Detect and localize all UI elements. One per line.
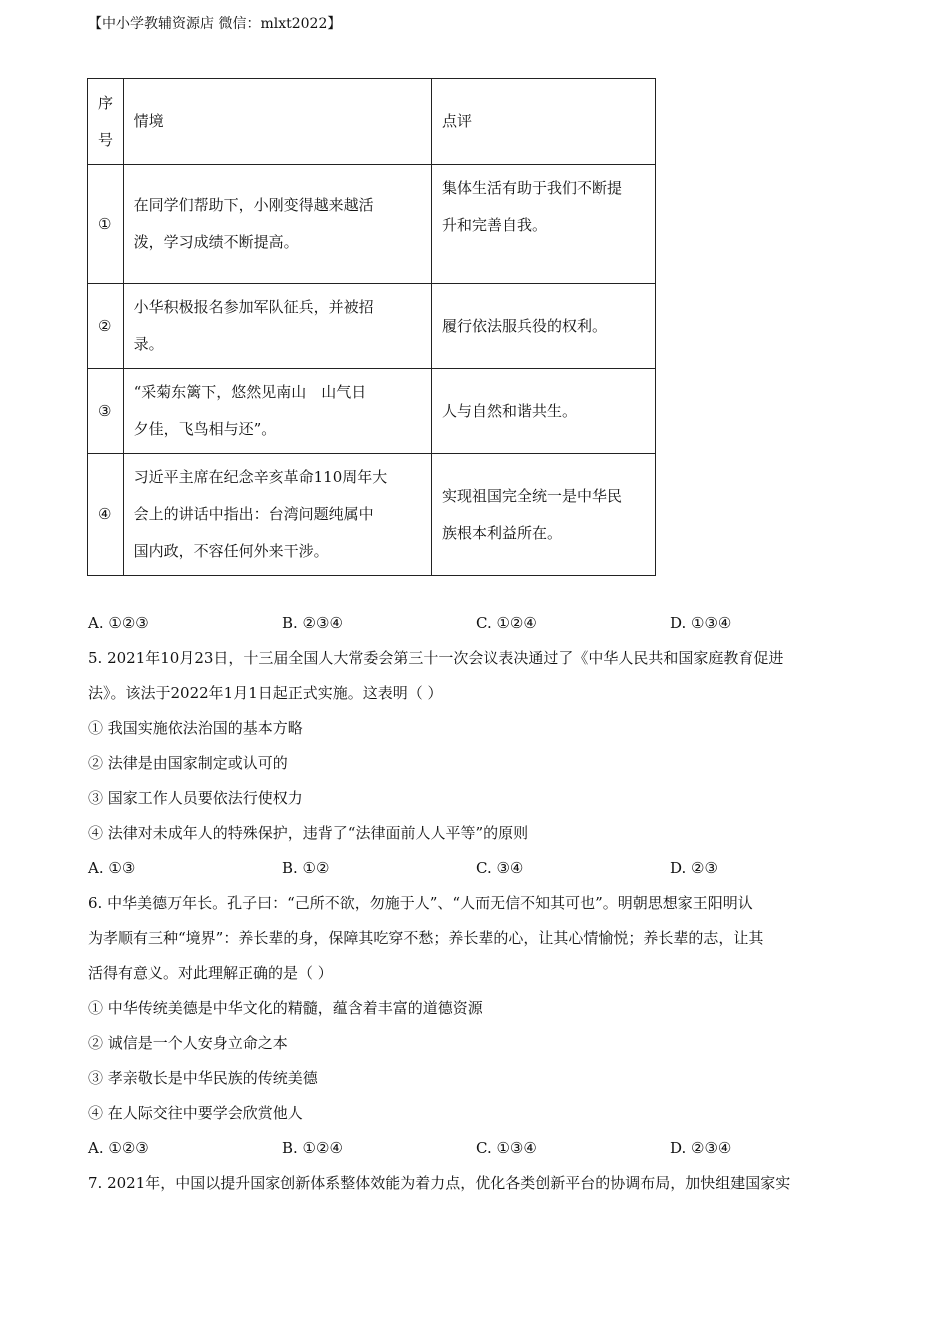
scene-line: 录。	[133, 335, 164, 353]
q6-item: ② 诚信是一个人安身立命之本	[88, 1034, 288, 1052]
row-scene	[123, 165, 431, 284]
option-c: C. ①②④	[476, 614, 537, 632]
q5-item: ② 法律是由国家制定或认可的	[88, 754, 288, 772]
table-row	[88, 165, 656, 284]
comment-line: 人与自然和谐共生。	[442, 401, 578, 420]
scene-line: 习近平主席在纪念辛亥革命110周年大	[133, 468, 388, 486]
option-c: C. ③④	[476, 859, 524, 877]
table-header-row	[88, 79, 656, 165]
table-row	[88, 284, 656, 369]
option-b: B. ①②④	[282, 1139, 343, 1157]
q5-item: ① 我国实施依法治国的基本方略	[88, 719, 303, 737]
evaluation-table	[87, 78, 656, 576]
option-b: B. ①②	[282, 859, 330, 877]
comment-line: 实现祖国完全统一是中华民	[442, 486, 623, 505]
scene-line: “采菊东篱下，悠然见南山 山气日	[133, 383, 367, 401]
option-a: A. ①②③	[88, 1139, 149, 1157]
comment-line: 族根本利益所在。	[442, 523, 563, 542]
row-comment	[432, 369, 656, 454]
row-scene	[123, 454, 431, 576]
option-d: D. ②③	[670, 859, 718, 877]
q7-stem-line: 7. 2021年，中国以提升国家创新体系整体效能为着力点，优化各类创新平台的协调布局，加快组建国家实	[88, 1174, 791, 1192]
questions-content	[88, 606, 868, 1201]
row-num: ③	[88, 369, 124, 454]
q5-item: ④ 法律对未成年人的特殊保护，违背了“法律面前人人平等”的原则	[88, 824, 529, 842]
q4-options	[88, 606, 868, 641]
scene-line: 夕佳，飞鸟相与还”。	[133, 420, 277, 438]
scene-line: 会上的讲话中指出：台湾问题纯属中	[133, 505, 374, 523]
comment-line: 升和完善自我。	[442, 216, 548, 234]
row-comment	[432, 454, 656, 576]
row-comment	[432, 165, 656, 284]
q6-stem-line: 6. 中华美德万年长。孔子曰：“己所不欲，勿施于人”、“人而无信不知其可也”。明朝思想家王阳明认	[88, 894, 753, 912]
option-b: B. ②③④	[282, 614, 343, 632]
row-scene	[123, 284, 431, 369]
header-num-cell	[88, 79, 124, 165]
option-d: D. ①③④	[670, 614, 732, 632]
row-scene	[123, 369, 431, 454]
q5-stem-line: 5. 2021年10月23日，十三届全国人大常委会第三十一次会议表决通过了《中华人民共和国家庭教育促进	[88, 649, 784, 667]
option-a: A. ①②③	[88, 614, 149, 632]
q6-item: ① 中华传统美德是中华文化的精髓，蕴含着丰富的道德资源	[88, 999, 483, 1017]
table-row	[88, 369, 656, 454]
header-text: 【中小学教辅资源店 微信：mlxt2022】	[88, 16, 342, 32]
option-c: C. ①③④	[476, 1139, 537, 1157]
header-scene: 情境	[123, 79, 431, 165]
q6-item: ③ 孝亲敬长是中华民族的传统美德	[88, 1069, 318, 1087]
scene-line: 泼，学习成绩不断提高。	[133, 233, 299, 251]
row-num: ①	[88, 165, 124, 284]
q5-item: ③ 国家工作人员要依法行使权力	[88, 789, 303, 807]
q6-stem-line: 为孝顺有三种“境界”：养长辈的身，保障其吃穿不愁；养长辈的心，让其心情愉悦；养长辈的志，让其	[88, 929, 764, 947]
q6-stem-line: 活得有意义。对此理解正确的是（ ）	[88, 964, 333, 982]
q6-options	[88, 1131, 868, 1166]
q6-item: ④ 在人际交往中要学会欣赏他人	[88, 1104, 303, 1122]
q5-options	[88, 851, 868, 886]
option-d: D. ②③④	[670, 1139, 732, 1157]
header-comment: 点评	[432, 79, 656, 165]
scene-line: 国内政，不容任何外来干涉。	[133, 542, 329, 560]
comment-line: 履行依法服兵役的权利。	[442, 316, 608, 335]
q5-stem-line: 法》。该法于2022年1月1日起正式实施。这表明（ ）	[88, 684, 443, 702]
header-num-char: 序	[98, 93, 114, 112]
header-num-char: 号	[98, 130, 114, 149]
row-num: ②	[88, 284, 124, 369]
scene-line: 小华积极报名参加军队征兵，并被招	[133, 298, 374, 316]
table-row	[88, 454, 656, 576]
option-a: A. ①③	[88, 859, 136, 877]
row-comment	[432, 284, 656, 369]
row-num: ④	[88, 454, 124, 576]
comment-line: 集体生活有助于我们不断提	[442, 179, 623, 197]
scene-line: 在同学们帮助下，小刚变得越来越活	[133, 196, 374, 214]
